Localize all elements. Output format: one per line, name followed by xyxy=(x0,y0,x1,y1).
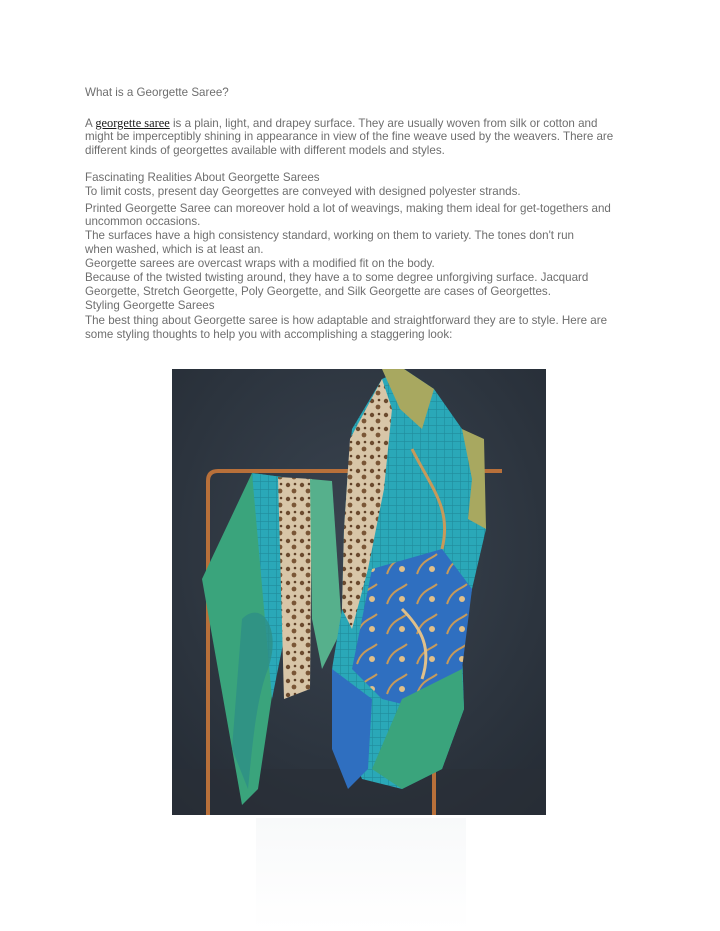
article-heading: What is a Georgette Saree? xyxy=(85,86,229,99)
faded-image-reflection xyxy=(256,818,466,931)
styling-heading: Styling Georgette Sarees xyxy=(85,299,215,312)
facts-line-6: Georgette sarees are overcast wraps with a modified fit on the body. xyxy=(85,257,435,270)
facts-line-8: Georgette, Stretch Georgette, Poly Georgette, and Silk Georgette are cases of Georgettes. xyxy=(85,285,551,298)
intro-text: is a plain, light, and drapey surface. They are usually woven from silk or cotton and xyxy=(169,117,598,130)
styling-line-2: some styling thoughts to help you with accomplishing a staggering look: xyxy=(85,328,453,341)
intro-paragraph-line-2: might be imperceptibly shining in appearance in view of the fine weave used by the weavers. There are xyxy=(85,130,614,143)
facts-line-7: Because of the twisted twisting around, they have a to some degree unforgiving surface. Jacquard xyxy=(85,271,589,284)
facts-line-5: when washed, which is at least an. xyxy=(85,243,264,256)
styling-line-1: The best thing about Georgette saree is how adaptable and straightforward they are to style. Here are xyxy=(85,314,608,327)
facts-line-1: To limit costs, present day Georgettes are conveyed with designed polyester strands. xyxy=(85,185,521,198)
saree-photo xyxy=(172,369,546,815)
georgette-saree-link[interactable]: georgette saree xyxy=(95,116,170,130)
facts-line-3: uncommon occasions. xyxy=(85,215,201,228)
saree-on-rack-illustration xyxy=(172,369,546,815)
facts-line-4: The surfaces have a high consistency standard, working on them to variety. The tones don't run xyxy=(85,229,574,242)
facts-heading: Fascinating Realities About Georgette Sarees xyxy=(85,171,320,184)
intro-prefix: A xyxy=(85,117,96,130)
facts-line-2: Printed Georgette Saree can moreover hold a lot of weavings, making them ideal for get-togethers and xyxy=(85,202,611,215)
intro-paragraph-line-3: different kinds of georgettes available with different models and styles. xyxy=(85,144,445,157)
